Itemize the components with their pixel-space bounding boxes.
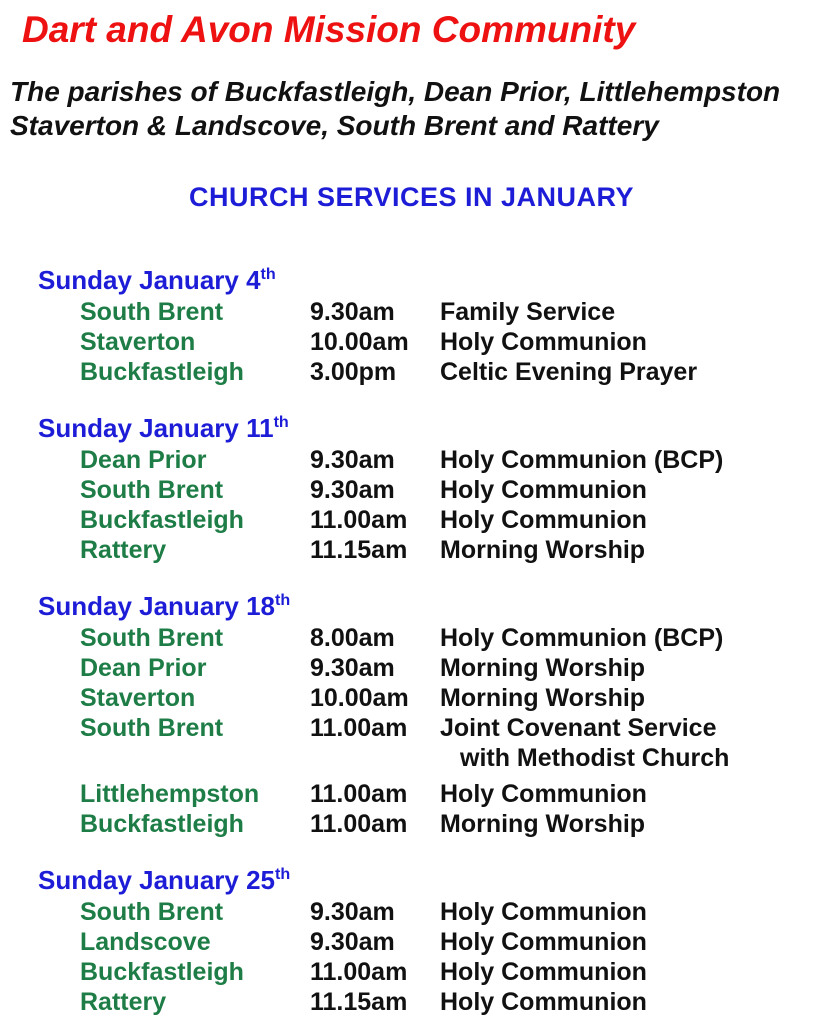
- church-name: Dean Prior: [80, 446, 207, 474]
- church-name: Buckfastleigh: [80, 506, 244, 534]
- service-name: [440, 475, 823, 505]
- service-time: 11.00am: [310, 810, 408, 838]
- service-name: [440, 535, 823, 565]
- section-date-heading: [38, 263, 823, 297]
- service-name: [440, 445, 823, 475]
- section-date-ordinal: th: [275, 864, 291, 883]
- page-title: Dart and Avon Mission Community: [22, 9, 636, 50]
- church-name: Littlehempston: [80, 780, 260, 808]
- service-row: [80, 475, 823, 505]
- service-section: [0, 263, 823, 387]
- service-time: 11.00am: [310, 506, 408, 534]
- service-name-line1: Holy Communion: [440, 988, 647, 1016]
- service-name-line1: Holy Communion (BCP): [440, 446, 724, 474]
- service-name: [440, 683, 823, 713]
- service-name-line1: Morning Worship: [440, 810, 646, 838]
- church-name: Staverton: [80, 328, 196, 356]
- service-section: [0, 863, 823, 1017]
- service-time: 11.00am: [310, 958, 408, 986]
- service-row: [80, 713, 823, 773]
- service-time: 11.15am: [310, 536, 408, 564]
- service-name: [440, 297, 823, 327]
- service-name-line2: with Methodist Church: [460, 744, 730, 772]
- church-name: Rattery: [80, 536, 167, 564]
- service-name-line1: Morning Worship: [440, 654, 646, 682]
- service-time: 9.30am: [310, 928, 395, 956]
- service-name: [440, 809, 823, 839]
- section-date-heading: [38, 863, 823, 897]
- service-row: [80, 357, 823, 387]
- service-time: 9.30am: [310, 446, 395, 474]
- service-name-line1: Holy Communion: [440, 506, 647, 534]
- service-name-line1: Holy Communion (BCP): [440, 624, 724, 652]
- section-date-heading: [38, 589, 823, 623]
- services-heading: CHURCH SERVICES IN JANUARY: [188, 182, 635, 212]
- section-date-text: Sunday January 25: [38, 865, 275, 895]
- service-name-line1: Holy Communion: [440, 928, 647, 956]
- service-section: [0, 589, 823, 839]
- church-name: Buckfastleigh: [80, 358, 244, 386]
- service-row: [80, 653, 823, 683]
- church-name: South Brent: [80, 898, 224, 926]
- church-name: South Brent: [80, 298, 224, 326]
- service-name: [440, 897, 823, 927]
- service-name: [440, 713, 823, 773]
- service-row: [80, 957, 823, 987]
- service-row: [80, 535, 823, 565]
- church-name: Buckfastleigh: [80, 810, 244, 838]
- church-name: South Brent: [80, 714, 224, 742]
- service-row: [80, 779, 823, 809]
- service-time: 9.30am: [310, 898, 395, 926]
- service-time: 9.30am: [310, 476, 395, 504]
- service-time: 11.15am: [310, 988, 408, 1016]
- service-time: 11.00am: [310, 780, 408, 808]
- service-name-line1: Holy Communion: [440, 958, 647, 986]
- service-name: [440, 957, 823, 987]
- church-name: Buckfastleigh: [80, 958, 244, 986]
- service-name-line1: Morning Worship: [440, 684, 646, 712]
- church-name: Staverton: [80, 684, 196, 712]
- service-row: [80, 809, 823, 839]
- service-sections: [0, 263, 823, 1017]
- service-row: [80, 505, 823, 535]
- parishes-subtitle: [10, 75, 823, 143]
- service-time: 11.00am: [310, 714, 408, 742]
- church-name: South Brent: [80, 624, 224, 652]
- service-time: 9.30am: [310, 654, 395, 682]
- church-name: Landscove: [80, 928, 211, 956]
- service-name: [440, 623, 823, 653]
- service-name: [440, 779, 823, 809]
- service-name: [440, 987, 823, 1017]
- service-row: [80, 683, 823, 713]
- service-row: [80, 897, 823, 927]
- section-date-ordinal: th: [275, 590, 291, 609]
- service-section: [0, 411, 823, 565]
- section-date-ordinal: th: [273, 412, 289, 431]
- service-row: [80, 327, 823, 357]
- service-name-line1: Joint Covenant Service: [440, 714, 717, 742]
- service-time: 3.00pm: [310, 358, 397, 386]
- service-name: [440, 653, 823, 683]
- service-row: [80, 623, 823, 653]
- service-time: 10.00am: [310, 328, 409, 356]
- section-date-ordinal: th: [260, 264, 276, 283]
- section-date-text: Sunday January 11: [38, 413, 274, 443]
- service-name-line1: Holy Communion: [440, 780, 647, 808]
- service-name: [440, 357, 823, 387]
- parishes-subtitle-line2: Staverton & Landscove, South Brent and Rattery: [10, 110, 659, 141]
- parishes-subtitle-line1: The parishes of Buckfastleigh, Dean Prior, Littlehempston: [10, 76, 781, 107]
- church-name: Rattery: [80, 988, 167, 1016]
- service-name: [440, 327, 823, 357]
- service-name-line1: Holy Communion: [440, 898, 647, 926]
- section-date-heading: [38, 411, 823, 445]
- service-time: 9.30am: [310, 298, 395, 326]
- service-name: [440, 505, 823, 535]
- service-name-line1: Morning Worship: [440, 536, 646, 564]
- service-row: [80, 927, 823, 957]
- service-row: [80, 297, 823, 327]
- church-name: South Brent: [80, 476, 224, 504]
- section-date-text: Sunday January 18: [38, 591, 275, 621]
- service-name-line1: Celtic Evening Prayer: [440, 358, 698, 386]
- service-row: [80, 445, 823, 475]
- service-name-line1: Holy Communion: [440, 476, 647, 504]
- service-time: 10.00am: [310, 684, 409, 712]
- service-name-line1: Family Service: [440, 298, 616, 326]
- service-name: [440, 927, 823, 957]
- service-row: [80, 987, 823, 1017]
- section-date-text: Sunday January 4: [38, 265, 261, 295]
- church-name: Dean Prior: [80, 654, 207, 682]
- service-time: 8.00am: [310, 624, 395, 652]
- service-name-line1: Holy Communion: [440, 328, 647, 356]
